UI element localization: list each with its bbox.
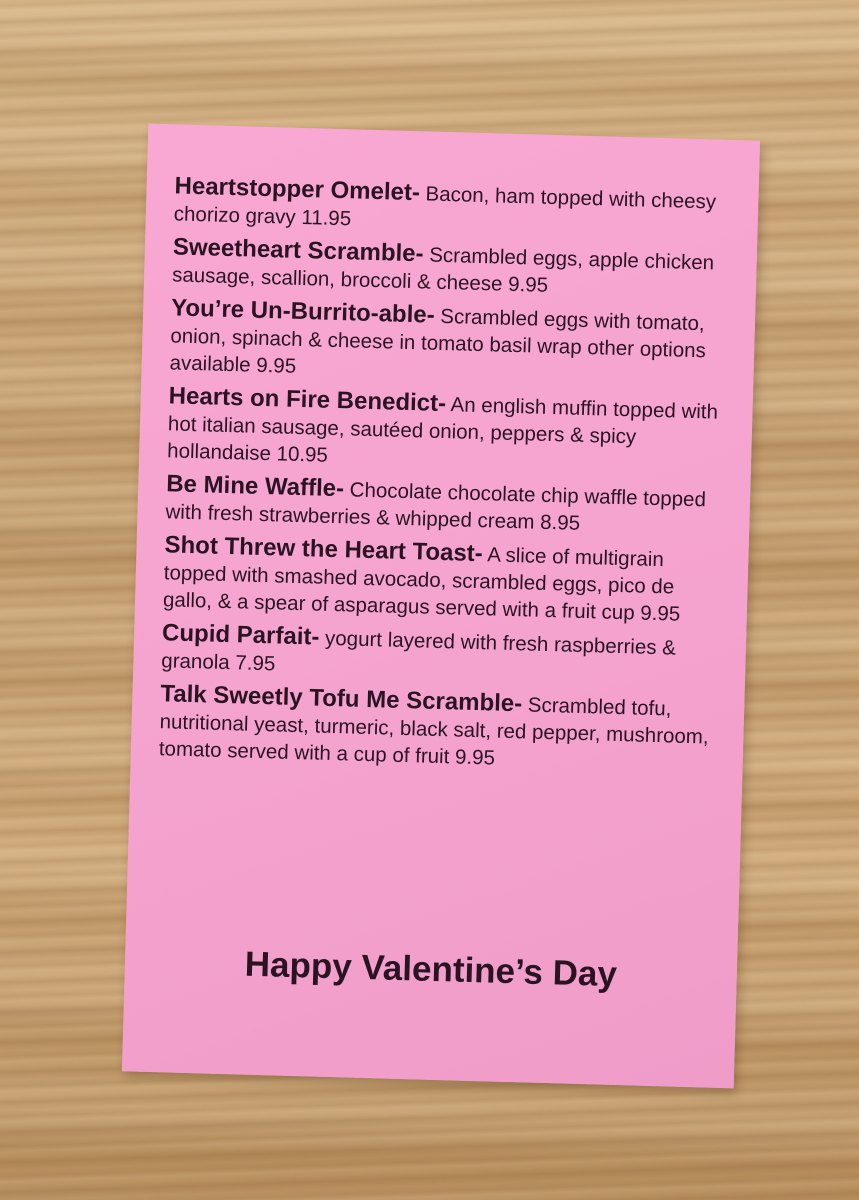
menu-item-heartstopper-omelet <box>173 172 736 243</box>
menu-item-list <box>159 172 737 777</box>
menu-item-be-mine-waffle <box>165 470 728 541</box>
menu-item-name: Shot Threw the Heart Toast- <box>164 531 484 568</box>
menu-item-description: Chocolate chocolate chip waffle topped with fresh strawberries & whipped cream 8.95 <box>165 478 707 535</box>
menu-item-name: Sweetheart Scramble- <box>172 233 424 268</box>
menu-item-description: Scrambled eggs, apple chicken sausage, scallion, broccoli & cheese 9.95 <box>171 243 715 297</box>
menu-item-name: Cupid Parfait- <box>161 619 320 651</box>
menu-item-description: Scrambled eggs with tomato, onion, spinach & cheese in tomato basil wrap other options available 9.95 <box>169 304 707 378</box>
menu-item-talk-sweetly-tofu-me-scramble <box>159 680 723 778</box>
valentines-menu-card <box>122 124 760 1089</box>
menu-item-name: Talk Sweetly Tofu Me Scramble- <box>160 680 523 718</box>
menu-item-description: Scrambled tofu, nutritional yeast, turmeric, black salt, red pepper, mushroom, tomato served with a cup of fruit 9.95 <box>158 693 709 770</box>
menu-item-name: Heartstopper Omelet- <box>174 172 421 207</box>
menu-item-name: Hearts on Fire Benedict- <box>168 382 447 418</box>
valentines-greeting: Happy Valentine’s Day <box>244 944 618 995</box>
menu-item-name: Be Mine Waffle- <box>165 470 345 503</box>
menu-item-name: You’re Un-Burrito-able- <box>170 294 436 329</box>
menu-item-description: A slice of multigrain topped with smashed avocado, scrambled eggs, pico de gallo, & a spear of asparagus served with a fruit cup 9.95 <box>162 543 681 626</box>
menu-item-hearts-on-fire-benedict <box>167 382 731 480</box>
menu-item-un-burrito-able <box>169 294 733 392</box>
menu-item-description: yogurt layered with fresh raspberries & granola 7.95 <box>161 626 677 676</box>
menu-item-description: An english muffin topped with hot italian sausage, sautéed onion, peppers & spicy hollandaise 10.95 <box>166 393 719 467</box>
menu-item-sweetheart-scramble <box>172 233 735 304</box>
menu-item-description: Bacon, ham topped with cheesy chorizo gravy 11.95 <box>173 182 717 231</box>
menu-item-shot-threw-the-heart-toast <box>163 531 727 629</box>
menu-item-cupid-parfait <box>161 619 724 690</box>
